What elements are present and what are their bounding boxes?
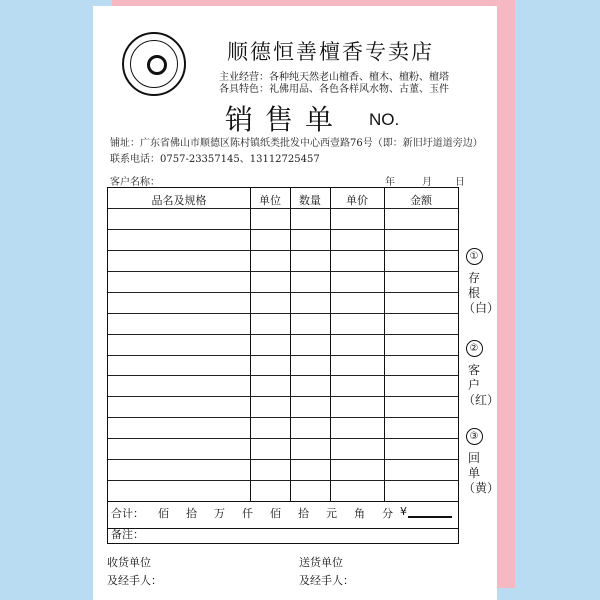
remarks-label: 备注： xyxy=(111,528,144,541)
table-row xyxy=(108,375,458,376)
total-amount-blank xyxy=(408,516,452,518)
table-row xyxy=(108,250,458,251)
copy-note-return xyxy=(463,428,500,496)
seal-center-mark xyxy=(147,55,167,75)
seal-inner-ring xyxy=(130,40,178,88)
remarks-row xyxy=(107,520,459,544)
total-unit-shi: 拾 xyxy=(186,507,197,520)
table-row xyxy=(108,396,458,397)
total-unit-qian: 仟 xyxy=(242,507,253,520)
total-unit-wan: 万 xyxy=(214,507,225,520)
table-row xyxy=(108,417,458,418)
shop-phone: 联系电话：0757-23357145、13112725457 xyxy=(110,154,320,165)
column-header-price: 单价 xyxy=(346,194,368,207)
total-unit-yuan: 元 xyxy=(326,507,337,520)
shop-name: 顺德恒善檀香专卖店 xyxy=(227,40,434,64)
column-divider xyxy=(250,188,251,501)
items-table xyxy=(107,187,459,529)
copy-label-customer: 客户 xyxy=(467,363,480,392)
table-row xyxy=(108,438,458,439)
copy-note-stub xyxy=(463,248,500,316)
copy-note-customer xyxy=(463,340,500,408)
table-row xyxy=(108,229,458,230)
copy-label-stub: 存根 xyxy=(467,271,480,300)
total-row xyxy=(108,501,458,522)
shop-seal-logo xyxy=(122,32,186,96)
table-row xyxy=(108,271,458,272)
sales-receipt-form xyxy=(93,6,500,600)
total-unit-bai: 佰 xyxy=(158,507,169,520)
column-divider xyxy=(290,188,291,501)
copy-color-white: （白） xyxy=(463,301,500,315)
column-divider xyxy=(384,188,385,501)
shop-address: 铺址：广东省佛山市顺德区陈村镇纸类批发中心西壹路76号（即：新旧圩道道旁边） xyxy=(110,138,483,149)
receiver-unit-label: 收货单位 xyxy=(107,556,151,569)
table-row xyxy=(108,480,458,481)
date-year-label: 年 xyxy=(385,177,395,188)
total-unit-shi-2: 拾 xyxy=(298,507,309,520)
copy-color-yellow: （黄） xyxy=(463,481,500,495)
column-header-quantity: 数量 xyxy=(299,194,321,207)
total-unit-fen: 分 xyxy=(382,507,393,520)
copy-label-return: 回单 xyxy=(467,451,480,480)
column-header-amount: 金额 xyxy=(410,194,432,207)
table-row xyxy=(108,313,458,314)
date-day-label: 日 xyxy=(455,177,465,188)
copy-number-1: ① xyxy=(466,248,483,265)
form-title: 销售单 xyxy=(225,103,346,136)
sender-unit-label: 送货单位 xyxy=(299,556,343,569)
receiver-handler-label: 及经手人： xyxy=(107,574,162,587)
total-label: 合计： xyxy=(111,507,144,520)
table-row xyxy=(108,459,458,460)
column-header-unit: 单位 xyxy=(259,194,281,207)
currency-symbol: ¥ xyxy=(400,505,407,518)
total-unit-bai-2: 佰 xyxy=(270,507,281,520)
customer-name-label: 客户名称： xyxy=(110,177,160,188)
column-header-item: 品名及规格 xyxy=(151,194,207,207)
total-unit-jiao: 角 xyxy=(354,507,365,520)
table-row xyxy=(108,292,458,293)
form-number-label: NO. xyxy=(369,110,400,129)
copy-number-3: ③ xyxy=(466,428,483,445)
table-row xyxy=(108,208,458,209)
table-row xyxy=(108,334,458,335)
date-month-label: 月 xyxy=(422,177,432,188)
sender-handler-label: 及经手人： xyxy=(299,574,354,587)
column-divider xyxy=(330,188,331,501)
table-row xyxy=(108,355,458,356)
business-scope-line-1: 主业经营：各种纯天然老山檀香、檀木、檀粉、檀塔 xyxy=(219,72,449,83)
copy-color-red: （红） xyxy=(463,393,500,407)
business-scope-line-2: 各具特色：礼佛用品、各色各样风水物、古董、玉件 xyxy=(219,84,449,95)
copy-number-2: ② xyxy=(466,340,483,357)
